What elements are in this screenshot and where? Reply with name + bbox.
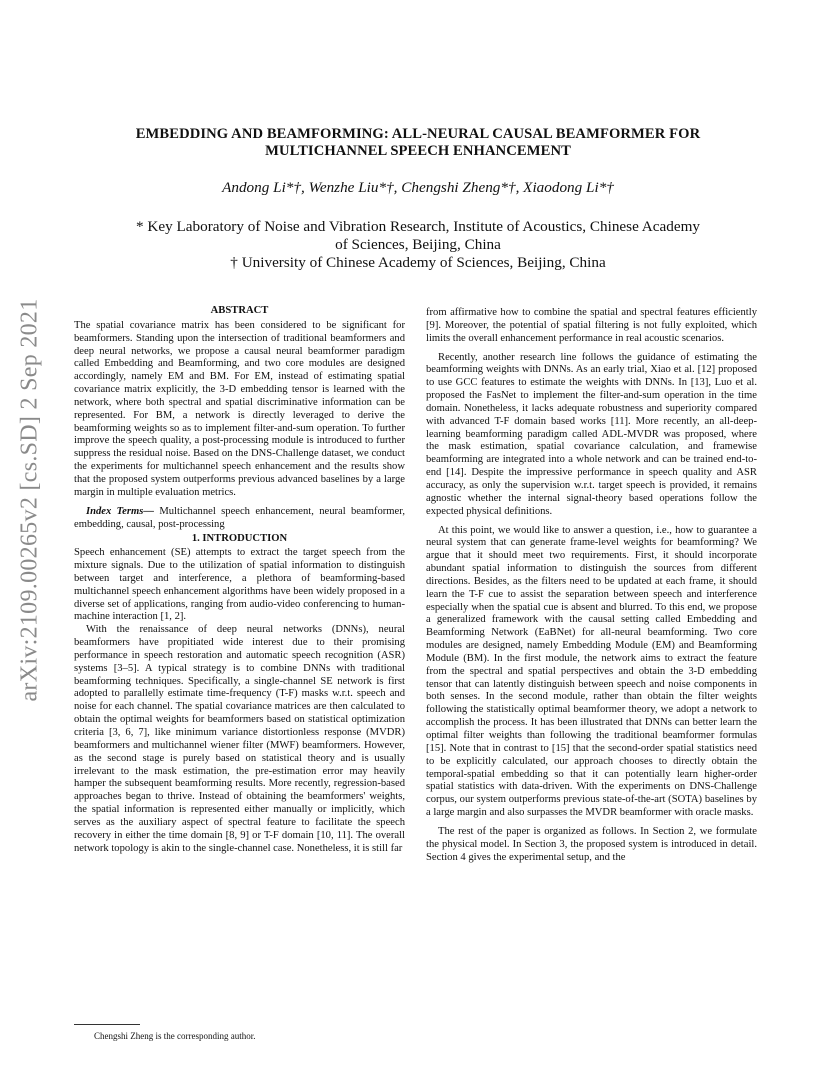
index-terms-label: Index Terms—: [86, 505, 154, 517]
affiliation-1b: of Sciences, Beijing, China: [335, 236, 501, 253]
author-list: Andong Li*†, Wenzhe Liu*†, Chengshi Zheng*†, Xiaodong Li*†: [222, 179, 614, 196]
right-paragraph-3: At this point, we would like to answer a question, i.e., how to guarantee a neural system that can generate frame-level weights for beamforming? We argue that it should meet two requirements. First, it should incorporate abundant spatial information to distinguish the sources from different directions. Besides, as the filters need to be updated at each frame, it should learn the T-F cue to assist the separation between speech and interference especially when the spatial cue is absent and blurred. To this end, we propose a generalized framework with the causal setting called Embedding and Beamforming Network (EaBNet) for all-neural beamforming. Two core modules are designed, namely Embedding Module (EM) and Beamforming Module (BM). In the first module, the network aims to extract the feature from the spectral and spatial perspectives and obtain the 3-D embedding tensor that can latently distinguish between speech and noise components in both senses. In the second module, rather than obtain the filter weights following the statistically optimal beamformer theory, we adopt a network to accomplish the process. It has been illustrated that DNNs can better learn the optimal filter weights than following the traditional beamformer formulas [15]. Note that in contrast to [15] that the second-order spatial statistics need to be explicitly calculated, our approach chooses to directly obtain the temporal-spatial embedding so that it can potentially learn higher-order spatial statistics with data-driven. With the experiments on DNS-Challenge corpus, our system outperforms previous state-of-the-art (SOTA) baselines by a large margin and also surpasses the MVDR beamformer with oracle masks.: [426, 524, 757, 819]
right-paragraph-1: from affirmative how to combine the spatial and spectral features efficiently [9]. Moreover, the potential of spatial filtering is not fully exploited, which limits the overall enhancement performance in real acoustic scenarios.: [426, 307, 757, 344]
affiliation-1a: * Key Laboratory of Noise and Vibration Research, Institute of Acoustics, Chinese Academy: [136, 218, 700, 235]
arxiv-identifier: arXiv:2109.00265v2 [cs.SD] 2 Sep 2021: [16, 298, 43, 702]
affiliation-2: † University of Chinese Academy of Sciences, Beijing, China: [230, 254, 606, 271]
paper-title: [80, 126, 756, 160]
footnote: [74, 1024, 405, 1041]
right-paragraph-2: Recently, another research line follows the guidance of estimating the beamforming weights with DNNs. As an early trial, Xiao et al. [12] proposed to use GCC features to estimate the weights with DNNs. In [13], Luo et al. proposed the FasNet to implement the filter-and-sum operation in the time domain. Nonetheless, it lacks adequate robustness and superiority compared with advanced T-F domain based works [11]. More recently, an all-deep-learning beamforming paradigm called ADL-MVDR was proposed, where the mask estimation, spatial covariance calculation, and framewise beamforming are integrated into a whole network and can be trained end-to-end [14]. Despite the impressive performance in speech quality and ASR accuracy, as only the supervision w.r.t. target speech is provided, it remains agnostic whether the internal signal-theory based operations follow the expected physical definitions.: [426, 351, 757, 517]
title-line-1: EMBEDDING AND BEAMFORMING: ALL-NEURAL CAUSAL BEAMFORMER FOR: [135, 126, 701, 142]
title-line-2: MULTICHANNEL SPEECH ENHANCEMENT: [265, 143, 571, 159]
intro-paragraph-2: With the renaissance of deep neural networks (DNNs), neural beamformers have propitiated wide interest due to their promising performance in speech restoration and automatic speech recognition (ASR) systems [3–5]. A typical strategy is to combine DNNs with traditional beamforming techniques. Specifically, a single-channel SE network is first adopted to parallelly estimate time-frequency (T-F) masks w.r.t. speech and noise for each channel. The spatial covariance matrices are then calculated to obtain the optimal weights for beamformers based on statistical optimization criteria [3, 6, 7], like minimum variance distortionless response (MVDR) beamformers and multichannel wiener filter (MWF) beamformers. However, as the second stage is purely based on statistical theory and is usually irrelevant to the mask estimation, the pre-estimation error may heavily hamper the subsequent beamforming results. More recently, regression-based approaches began to thrive. Instead of obtaining the beamformers' weights, the spatial information is represented either manually or implicitly, which serves as the auxiliary aspect of spectral feature to facilitate the speech recovery in either the time domain [8, 9] or T-F domain [10, 11]. The overall network topology is akin to the single-channel case. Nonetheless, it is still far: [74, 624, 405, 854]
footnote-rule: [74, 1024, 140, 1025]
arxiv-watermark: [0, 290, 60, 710]
footnote-text: Chengshi Zheng is the corresponding author.: [94, 1031, 256, 1041]
abstract-heading: ABSTRACT: [210, 305, 269, 316]
intro-heading: 1. INTRODUCTION: [191, 533, 288, 545]
intro-paragraph-1: Speech enhancement (SE) attempts to extract the target speech from the mixture signals. Due to the utilization of spatial information to distinguish between target and interference, a plethora of beamforming-based multichannel speech enhancement algorithms have been widely proposed in a diverse set of applications, ranging from audio-video conferencing to human-machine interaction [1, 2].: [74, 547, 405, 623]
abstract-text: The spatial covariance matrix has been considered to be significant for beamformers. Standing upon the intersection of traditional beamformers and deep neural networks, we propose a causal neural beamformer paradigm called Embedding and Beamforming, and two core modules are designed accordingly, namely EM and BM. For EM, instead of estimating spatial covariance matrix explicitly, the 3-D embedding tensor is learned with the network, where both spectral and spatial discriminative information can be represented. For BM, a network is directly leveraged to derive the beamforming weights so as to implement filter-and-sum operation. To further improve the speech quality, a post-processing module is introduced to further suppress the residual noise. Based on the DNS-Challenge dataset, we conduct the experiments for multichannel speech enhancement and the results show that the proposed system outperforms previous advanced baselines by a large margin in multiple evaluation metrics.: [74, 319, 405, 498]
affiliations: [80, 218, 756, 272]
index-terms: [74, 506, 405, 532]
index-terms-text: Multichannel speech enhancement, neural beamformer, embedding, causal, post-processing: [74, 505, 406, 530]
right-column: [426, 307, 757, 864]
left-column: [74, 305, 405, 855]
right-paragraph-4: The rest of the paper is organized as follows. In Section 2, we formulate the physical model. In Section 3, the proposed system is introduced in detail. Section 4 gives the experimental setup, and the: [426, 825, 757, 863]
